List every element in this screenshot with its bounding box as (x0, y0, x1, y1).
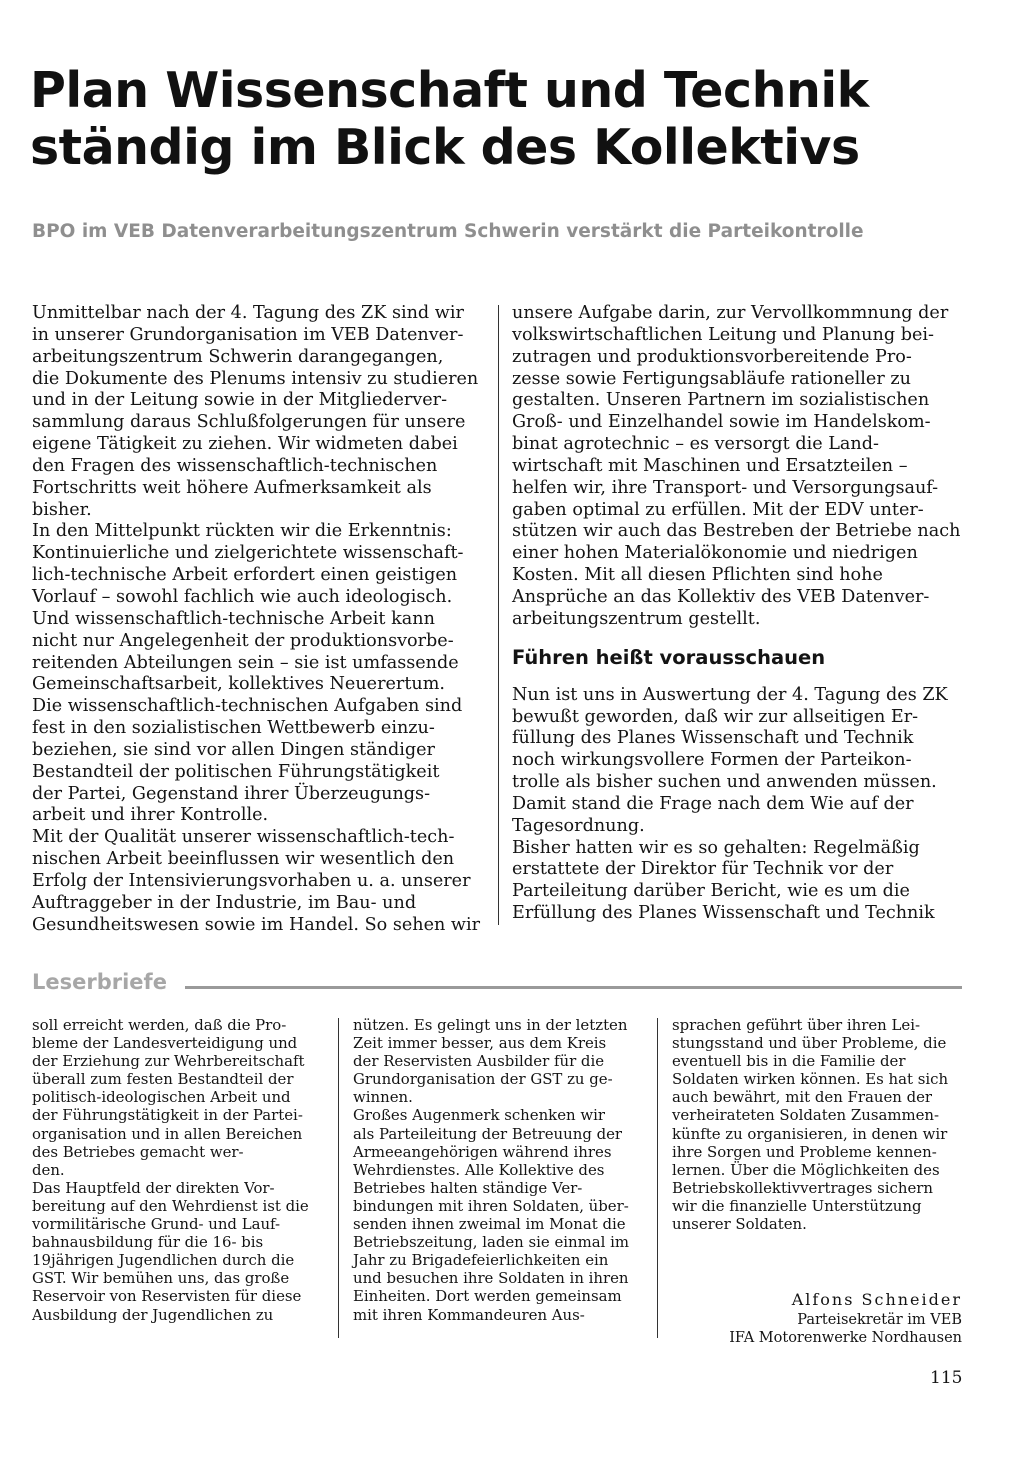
text-line: des Betriebes gemacht wer- (32, 1142, 244, 1161)
text-line: Damit stand die Frage nach dem Wie auf der (512, 793, 914, 814)
text-line: Betriebskollektivvertrages sichern (672, 1178, 934, 1197)
article-column-left (32, 303, 482, 936)
text-line: senden ihnen zweimal im Monat die (353, 1215, 626, 1234)
text-line: Die wissenschaftlich-technischen Aufgaben sind (32, 696, 463, 717)
text-line: Gemeinschaftsarbeit, kollektives Neuerertum. (32, 674, 445, 695)
text-line: der Reservisten Ausbilder für die (353, 1052, 605, 1071)
text-line: stungsstand und über Probleme, die (672, 1034, 947, 1053)
text-line: Großes Augenmerk schenken wir (353, 1106, 605, 1125)
text-line: Erfüllung des Planes Wissenschaft und Technik (512, 903, 935, 924)
text-line: nützen. Es gelingt uns in der letzten (353, 1016, 628, 1034)
text-line: Armeeangehörigen während ihres (353, 1142, 612, 1161)
text-line: Ansprüche an das Kollektiv des VEB Datenver- (512, 586, 930, 607)
text-line: unsere Aufgabe darin, zur Vervollkommnung der (512, 303, 949, 323)
text-line: eigene Tätigkeit zu ziehen. Wir widmeten dabei (32, 434, 458, 455)
text-line: beziehen, sie sind vor allen Dingen ständiger (32, 739, 435, 760)
text-line: winnen. (353, 1088, 413, 1107)
text-line: künfte zu organisieren, in denen wir (672, 1124, 948, 1143)
text-line: bereitung auf den Wehrdienst ist die (32, 1196, 309, 1215)
text-line: zutragen und produktionsvorbereitende Pro- (512, 346, 912, 367)
text-line: fest in den sozialistischen Wettbewerb einzu- (32, 718, 435, 739)
text-line: sammlung daraus Schlußfolgerungen für unsere (32, 412, 466, 433)
text-line: Grundorganisation der GST zu ge- (353, 1070, 613, 1089)
text-line: in unserer Grundorganisation im VEB Datenver- (32, 324, 464, 345)
text-line: füllung des Planes Wissenschaft und Technik (512, 728, 914, 749)
text-line: der Führungstätigkeit in der Partei- (32, 1106, 303, 1125)
text-line: nischen Arbeit beeinflussen wir wesentlich den (32, 849, 455, 870)
article-column-right (512, 303, 962, 925)
text-line: trolle als bisher suchen und anwenden müssen. (512, 772, 937, 793)
letters-section-rule (185, 986, 962, 989)
text-line: Wehrdienstes. Alle Kollektive des (353, 1160, 605, 1179)
column-divider (498, 305, 499, 925)
text-line: arbeitungszentrum Schwerin darangegangen, (32, 346, 444, 367)
text-line: der Erziehung zur Wehrbereitschaft (32, 1052, 305, 1071)
text-line: erstattete der Direktor für Technik vor der (512, 859, 894, 880)
text-line: zesse sowie Fertigungsabläufe rationeller zu (512, 368, 911, 389)
text-line: Zeit immer besser, aus dem Kreis (353, 1034, 607, 1053)
text-line: bewußt geworden, daß wir zur allseitigen Er- (512, 706, 919, 727)
section-heading: Führen heißt vorausschauen (512, 645, 826, 669)
signature-role-line: IFA Motorenwerke Nordhausen (729, 1330, 962, 1346)
text-line: Parteileitung darüber Bericht, wie es um die (512, 881, 910, 902)
letter-signature (729, 1289, 962, 1347)
text-line: Unmittelbar nach der 4. Tagung des ZK sind wir (32, 303, 464, 323)
text-line: lernen. Über die Möglichkeiten des (672, 1160, 940, 1179)
text-line: den Fragen des wissenschaftlich-technischen (32, 455, 438, 476)
text-line: arbeit und ihrer Kontrolle. (32, 805, 269, 826)
letters-column-divider (657, 1018, 658, 1338)
text-line: und besuchen ihre Soldaten in ihren (353, 1269, 629, 1288)
text-line: lich-technische Arbeit erfordert einen geistigen (32, 565, 458, 586)
article-title: Plan Wissenschaft und Technik ständig im Blick des Kollektivs (30, 62, 869, 176)
text-line: Auftraggeber in der Industrie, im Bau- und (32, 892, 417, 913)
article-subtitle: BPO im VEB Datenverarbeitungszentrum Schwerin verstärkt die Parteikontrolle (32, 221, 864, 242)
text-line: Tagesordnung. (512, 815, 645, 836)
letters-column-2 (353, 1016, 643, 1324)
text-line: gaben optimal zu erfüllen. Mit der EDV unter- (512, 499, 924, 520)
text-line: binat agrotechnic – es versorgt die Land- (512, 434, 879, 455)
text-line: Reservoir von Reservisten für diese (32, 1287, 302, 1306)
text-line: politisch-ideologischen Arbeit und (32, 1088, 291, 1107)
text-line: In den Mittelpunkt rückten wir die Erkenntnis: (32, 521, 452, 542)
text-line: arbeitungszentrum gestellt. (512, 608, 761, 629)
article-column-right-part1 (512, 303, 962, 631)
text-line: Das Hauptfeld der direkten Vor- (32, 1178, 275, 1197)
article-column-right-part2 (512, 685, 962, 925)
text-line: stützen wir auch das Bestreben der Betriebe nach (512, 521, 961, 542)
text-line: bisher. (32, 499, 92, 520)
text-line: Bisher hatten wir es so gehalten: Regelmäßig (512, 837, 920, 858)
signature-name: Alfons Schneider (791, 1290, 962, 1309)
text-line: Jahr zu Brigadefeierlichkeiten ein (353, 1251, 609, 1270)
letters-section-label: Leserbriefe (32, 970, 167, 994)
text-line: Soldaten wirken können. Es hat sich (672, 1070, 949, 1089)
text-line: und in der Leitung sowie in der Mitgliederver- (32, 390, 448, 411)
text-line: der Partei, Gegenstand ihrer Überzeugungs- (32, 783, 431, 804)
letters-column-1 (32, 1016, 322, 1324)
text-line: 19jährigen Jugendlichen durch die (32, 1251, 295, 1270)
text-line: überall zum festen Bestandteil der (32, 1070, 294, 1089)
text-line: Ausbildung der Jugendlichen zu (32, 1305, 274, 1324)
text-line: Kosten. Mit all diesen Pflichten sind hohe (512, 565, 883, 586)
text-line: Und wissenschaftlich-technische Arbeit kann (32, 608, 435, 629)
text-line: die Dokumente des Plenums intensiv zu studieren (32, 368, 479, 389)
text-line: bahnausbildung für die 16- bis (32, 1233, 264, 1252)
text-line: mit ihren Kommandeuren Aus- (353, 1305, 585, 1324)
text-line: Erfolg der Intensivierungsvorhaben u. a. unserer (32, 870, 471, 891)
letters-column-divider (338, 1018, 339, 1338)
signature-role-line: Parteisekretär im VEB (797, 1312, 962, 1328)
text-line: eventuell bis in die Familie der (672, 1052, 906, 1071)
text-line: Kontinuierliche und zielgerichtete wissenschaft- (32, 543, 464, 564)
text-line: GST. Wir bemühen uns, das große (32, 1269, 290, 1288)
text-line: Mit der Qualität unserer wissenschaftlich-tech- (32, 827, 455, 848)
text-line: bindungen mit ihren Soldaten, über- (353, 1196, 629, 1215)
text-line: verheirateten Soldaten Zusammen- (672, 1106, 940, 1125)
text-line: ihre Sorgen und Probleme kennen- (672, 1142, 937, 1161)
text-line: Betriebes halten ständige Ver- (353, 1178, 583, 1197)
text-line: Betriebszeitung, laden sie einmal im (353, 1233, 629, 1252)
text-line: reitenden Abteilungen sein – sie ist umfassende (32, 652, 459, 673)
text-line: sprachen geführt über ihren Lei- (672, 1016, 920, 1034)
page-number: 115 (930, 1368, 963, 1388)
text-line: Bestandteil der politischen Führungstätigkeit (32, 761, 440, 782)
text-line: Vorlauf – sowohl fachlich wie auch ideologisch. (32, 586, 453, 607)
text-line: organisation und in allen Bereichen (32, 1124, 303, 1143)
text-line: unserer Soldaten. (672, 1215, 807, 1234)
text-line: soll erreicht werden, daß die Pro- (32, 1016, 287, 1034)
text-line: als Parteileitung der Betreuung der (353, 1124, 623, 1143)
text-line: Fortschritts weit höhere Aufmerksamkeit als (32, 477, 432, 498)
text-line: noch wirkungsvollere Formen der Parteikon- (512, 750, 912, 771)
text-line: Einheiten. Dort werden gemeinsam (353, 1287, 622, 1306)
text-line: bleme der Landesverteidigung und (32, 1034, 298, 1053)
text-line: wir die finanzielle Unterstützung (672, 1196, 922, 1215)
text-line: Gesundheitswesen sowie im Handel. So sehen wir (32, 914, 481, 935)
text-line: einer hohen Materialökonomie und niedrigen (512, 543, 918, 564)
text-line: nicht nur Angelegenheit der produktionsvorbe- (32, 630, 454, 651)
text-line: wirtschaft mit Maschinen und Ersatzteilen – (512, 455, 908, 476)
letters-column-3 (672, 1016, 962, 1233)
text-line: Groß- und Einzelhandel sowie im Handelskom- (512, 412, 931, 433)
text-line: volkswirtschaftlichen Leitung und Planung bei- (512, 324, 934, 345)
text-line: auch bewährt, mit den Frauen der (672, 1088, 933, 1107)
text-line: Nun ist uns in Auswertung der 4. Tagung des ZK (512, 684, 948, 705)
text-line: helfen wir, ihre Transport- und Versorgungsauf- (512, 477, 939, 498)
text-line: vormilitärische Grund- und Lauf- (32, 1215, 281, 1234)
text-line: den. (32, 1160, 65, 1179)
text-line: gestalten. Unseren Partnern im sozialistischen (512, 390, 930, 411)
